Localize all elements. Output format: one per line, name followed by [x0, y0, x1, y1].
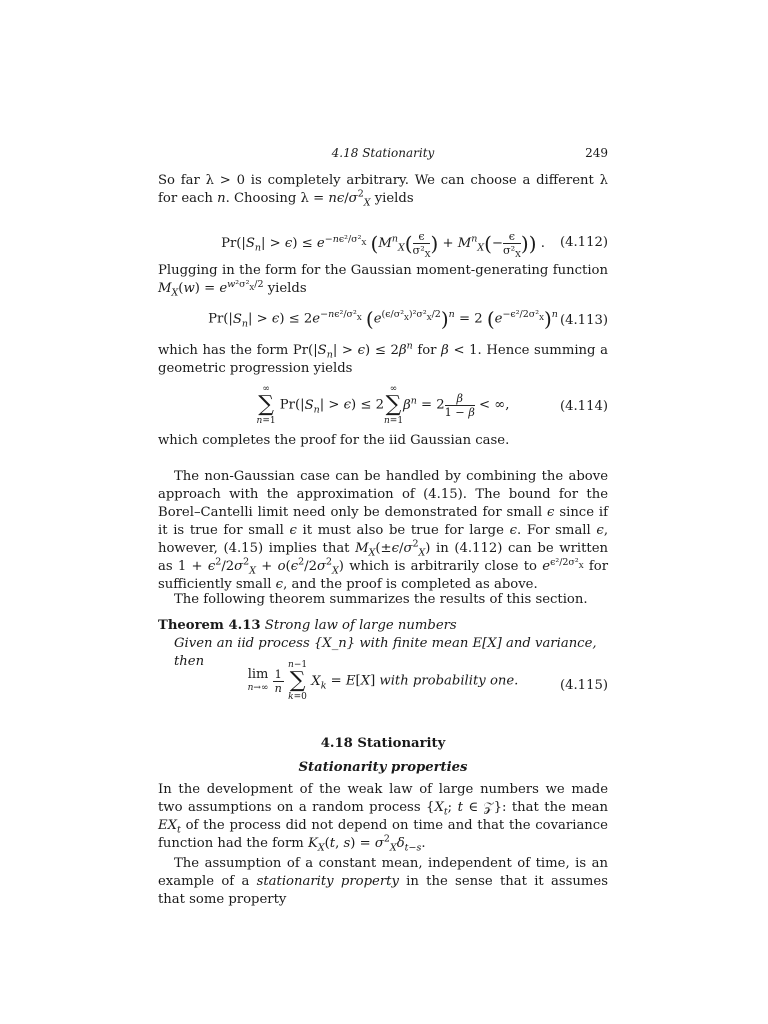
- paragraph-geometric: which has the form $Pr(|S_n| > \epsilon) \le 2\beta^n$ for β < 1. Hence summing a geometric progression yields: [158, 340, 608, 376]
- theorem-title: Strong law of large numbers: [264, 618, 457, 633]
- equation-4-115-tail: with probability one.: [379, 673, 519, 689]
- equation-4-112-body: $Pr(|S_n| > \epsilon) \le e^{-n\epsilon^2/\sigma^2_X}$ ($M^n_X$( $\frac{\epsilon}{\sigma^2_X}$ ) + $M^n_X(-$ $\frac{\epsilon}{\sigma^2_X}$ )) .: [221, 230, 545, 260]
- running-header: [158, 144, 608, 162]
- section-title: 4.18 Stationarity: [320, 736, 446, 751]
- paragraph-completes: which completes the proof for the iid Gaussian case.: [158, 433, 510, 448]
- equation-4-115-body: lim n→∞ $\frac{1}{n}$ n−1 ∑ k=0 $X_k = E[X]$ with probability one.: [247, 660, 519, 702]
- equation-4-113: [158, 302, 608, 342]
- equation-label-4-115: (4.115): [559, 678, 608, 693]
- theorem-heading: [158, 617, 608, 635]
- subsection-title: Stationarity properties: [298, 760, 468, 775]
- equation-label-4-114: (4.114): [559, 399, 608, 414]
- paragraph-lambda: So far λ > 0 is completely arbitrary. We can choose a different λ for each n. Choosing $\lambda = n\epsilon/\sigma^2_X$ yields: [158, 173, 608, 209]
- running-title: 4.18 Stationarity: [331, 146, 435, 160]
- equation-4-114: [158, 380, 608, 430]
- theorem-name: Theorem 4.13: [158, 618, 261, 633]
- paragraph-constant-mean: The assumption of a constant mean, independent of time, is an example of a stationarity property in the sense that it assumes that some property: [158, 856, 608, 907]
- equation-4-114-body: ∞ ∑ n=1 $Pr(|S_n| > \epsilon) \le 2$ ∞ ∑ n=1 $\beta^n = 2$ $\frac{\beta}{1 - \beta}$ < ∞,: [256, 384, 510, 426]
- equation-4-115: [158, 660, 608, 710]
- paragraph-non-gaussian: The non-Gaussian case can be handled by combining the above approach with the approximation of (4.15). The bound for the Borel–Cantelli limit need only be demonstrated for small ϵ since if it is true for small ϵ it must also be true for large ϵ. For small ϵ, however, (4.15) implies that $M_X(\pm\epsilon/\sigma^2_X)$ in (4.112) can be written as $1 + \epsilon^2/2\sigma^2_X + o(\epsilon^2/2\sigma^2_X)$ which is arbitrarily close to $e^{\epsilon^2/2\sigma^2_X}$ for sufficiently small ϵ, and the proof is completed as above.: [158, 469, 609, 592]
- paragraph-gaussian-mgf: Plugging in the form for the Gaussian moment-generating function $M_X(w) = e^{w^2\sigma^2_X/2}$ yields: [158, 263, 608, 299]
- paragraph-weak-law: In the development of the weak law of large numbers we made two assumptions on a random process {$X_t$; t ∈ 𝒵}: that the mean $EX_t$ of the process did not depend on time and that the covariance function had the form $K_X(t$, $s) = \sigma^2_X\delta_{t-s}$.: [158, 782, 608, 854]
- equation-4-112: [158, 222, 608, 262]
- equation-label-4-113: (4.113): [559, 313, 608, 328]
- page-number: 249: [585, 146, 608, 160]
- equation-4-113-body: $Pr(|S_n| > \epsilon) \le 2e^{-n\epsilon^2/\sigma^2_X}$ $(e^{(\epsilon/\sigma^2_X)^2\sigma^2_X/2})^n = 2$ $(e^{-\epsilon^2/2\sigma^2_X})^n$: [208, 307, 558, 331]
- theorem-statement: Given an iid process {X_n} with finite mean E[X] and variance, then: [174, 636, 597, 669]
- equation-label-4-112: (4.112): [559, 235, 608, 250]
- paragraph-following-theorem: The following theorem summarizes the results of this section.: [174, 592, 588, 607]
